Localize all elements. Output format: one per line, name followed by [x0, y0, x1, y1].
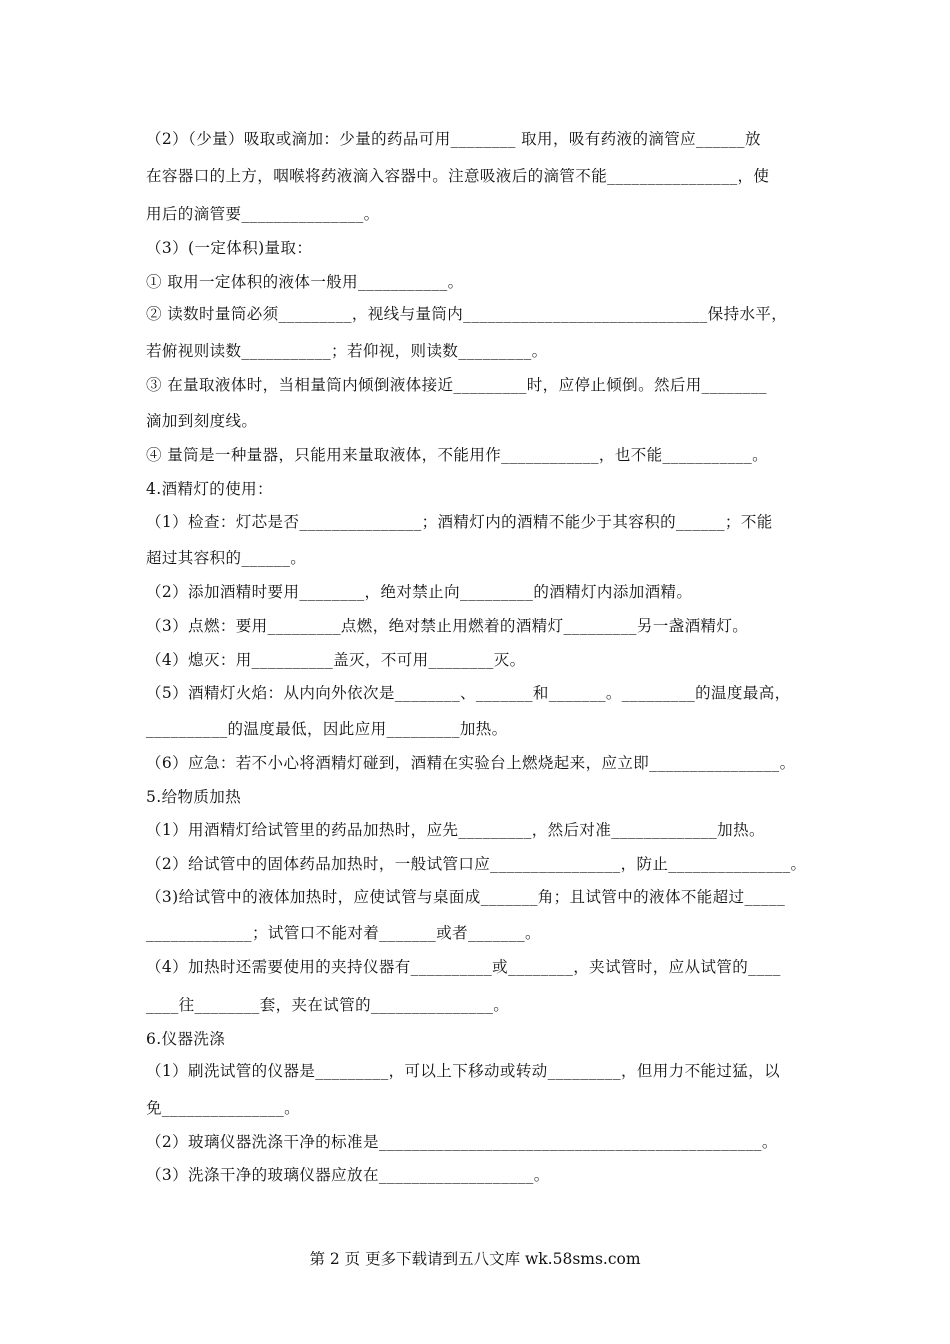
- text-line: （3）点燃：要用_________点燃，绝对禁止用燃着的酒精灯_________另一盏酒精灯。: [146, 617, 749, 635]
- text-line: ① 取用一定体积的液体一般用___________。: [146, 273, 464, 291]
- text-line: 若俯视则读数___________；若仰视，则读数_________。: [146, 342, 548, 360]
- text-line: _____________；试管口不能对着_______或者_______。: [146, 924, 541, 942]
- text-line: （1）用酒精灯给试管里的药品加热时，应先_________，然后对准_____________加热。: [146, 821, 765, 839]
- text-line: （5）酒精灯火焰：从内向外依次是________、_______和_______。_________的温度最高，: [146, 684, 791, 702]
- text-line: 超过其容积的______。: [146, 549, 307, 567]
- text-line: （4）熄灭：用__________盖灭，不可用________灭。: [146, 651, 526, 669]
- text-line: __________的温度最低，因此应用_________加热。: [146, 720, 508, 738]
- text-line: 在容器口的上方，咽喉将药液滴入容器中。注意吸液后的滴管不能________________，使: [146, 167, 770, 185]
- text-line: 滴加到刻度线。: [146, 412, 258, 430]
- text-line: ④ 量筒是一种量器，只能用来量取液体，不能用作____________，也不能___________。: [146, 446, 769, 464]
- section-heading: 4.酒精灯的使用：: [146, 480, 273, 498]
- text-line: ____往________套，夹在试管的_______________。: [146, 996, 510, 1014]
- text-line: ② 读数时量筒必须_________，视线与量筒内______________________________保持水平，: [146, 305, 788, 323]
- text-line: ③ 在量取液体时，当相量筒内倾倒液体接近_________时，应停止倾倒。然后用________: [146, 376, 767, 394]
- text-line: （2）添加酒精时要用________，绝对禁止向_________的酒精灯内添加酒精。: [146, 583, 693, 601]
- page-footer: 第 2 页 更多下载请到五八文库 wk.58sms.com: [309, 1250, 641, 1268]
- section-heading: 6.仪器洗涤: [146, 1030, 226, 1048]
- text-line: 用后的滴管要_______________。: [146, 205, 380, 223]
- text-line: （2）玻璃仪器洗涤干净的标准是_______________________________________________。: [146, 1133, 778, 1151]
- text-line: （3)给试管中的液体加热时，应使试管与桌面成_______角；且试管中的液体不能超过_____: [146, 888, 786, 906]
- section-heading: 5.给物质加热: [146, 788, 242, 806]
- text-line: （1）检查：灯芯是否_______________；酒精灯内的酒精不能少于其容积的______；不能: [146, 513, 773, 531]
- text-line: （3）(一定体积)量取：: [146, 239, 313, 257]
- text-line: （2）（少量）吸取或滴加：少量的药品可用________ 取用，吸有药液的滴管应______放: [146, 130, 761, 148]
- text-line: （2）给试管中的固体药品加热时，一般试管口应________________，防止_______________。: [146, 855, 807, 873]
- text-line: （6）应急：若不小心将酒精灯碰到，酒精在实验台上燃烧起来，应立即________________。: [146, 754, 796, 772]
- text-line: （1）刷洗试管的仪器是_________，可以上下移动或转动_________，但用力不能过猛，以: [146, 1062, 780, 1080]
- text-line: （4）加热时还需要使用的夹持仪器有__________或________，夹试管时，应从试管的____: [146, 958, 781, 976]
- text-line: 免_______________。: [146, 1099, 301, 1117]
- text-line: （3）洗涤干净的玻璃仪器应放在___________________。: [146, 1166, 550, 1184]
